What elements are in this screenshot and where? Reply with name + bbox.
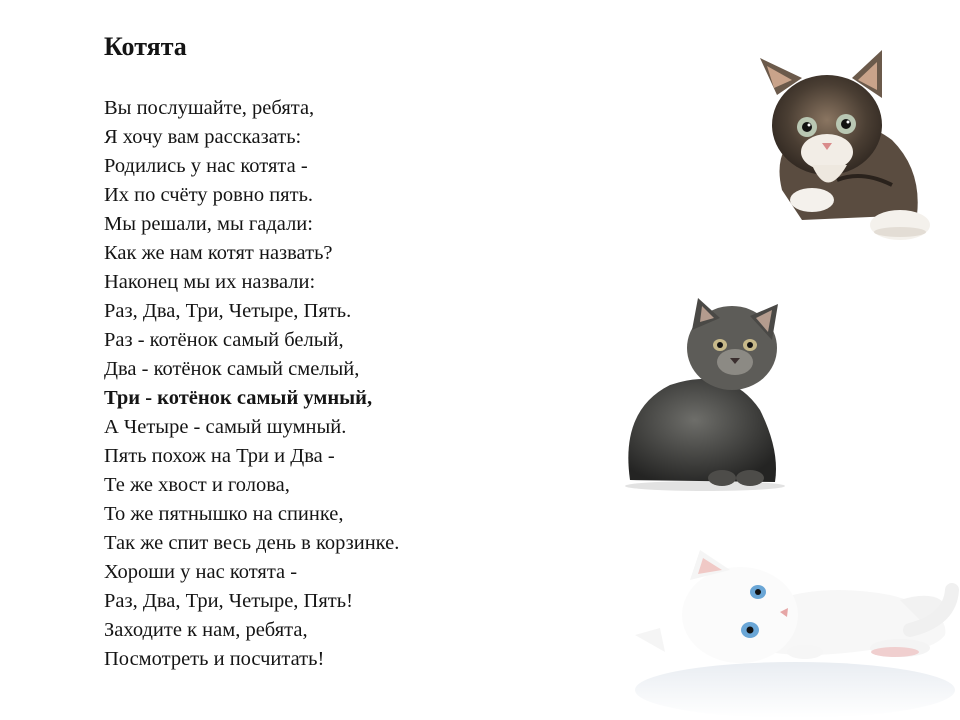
poem-line: Раз, Два, Три, Четыре, Пять. [104,300,352,322]
poem-line: Их по счёту ровно пять. [104,184,314,206]
poem-text [104,94,604,674]
poem-line: Я хочу вам рассказать: [104,126,302,148]
poem-line: Пять похож на Три и Два - [104,445,335,467]
poem-line: Посмотреть и посчитать! [104,648,325,670]
white-kitten-image [630,540,960,720]
gray-kitten-image [610,290,806,494]
poem-line: Раз - котёнок самый белый, [104,329,344,351]
poem-line: Наконец мы их назвали: [104,271,316,293]
poem-line: Мы решали, мы гадали: [104,213,313,235]
tabby-kitten-image [742,40,938,246]
poem-line: Два - котёнок самый смелый, [104,358,360,380]
poem-line: То же пятнышко на спинке, [104,503,344,525]
poem-line: Так же спит весь день в корзинке. [104,532,400,554]
poem-line: Как же нам котят назвать? [104,242,333,264]
poem-line: Родились у нас котята - [104,155,308,177]
poem-line: Те же хвост и голова, [104,474,290,496]
page-title: Котята [104,32,187,61]
poem-line: А Четыре - самый шумный. [104,416,347,438]
poem-line: Заходите к нам, ребята, [104,619,308,641]
poem-line: Хороши у нас котята - [104,561,298,583]
poem-line: Вы послушайте, ребята, [104,97,315,119]
poem-line: Три - котёнок самый умный, [104,387,373,409]
poem-line: Раз, Два, Три, Четыре, Пять! [104,590,353,612]
